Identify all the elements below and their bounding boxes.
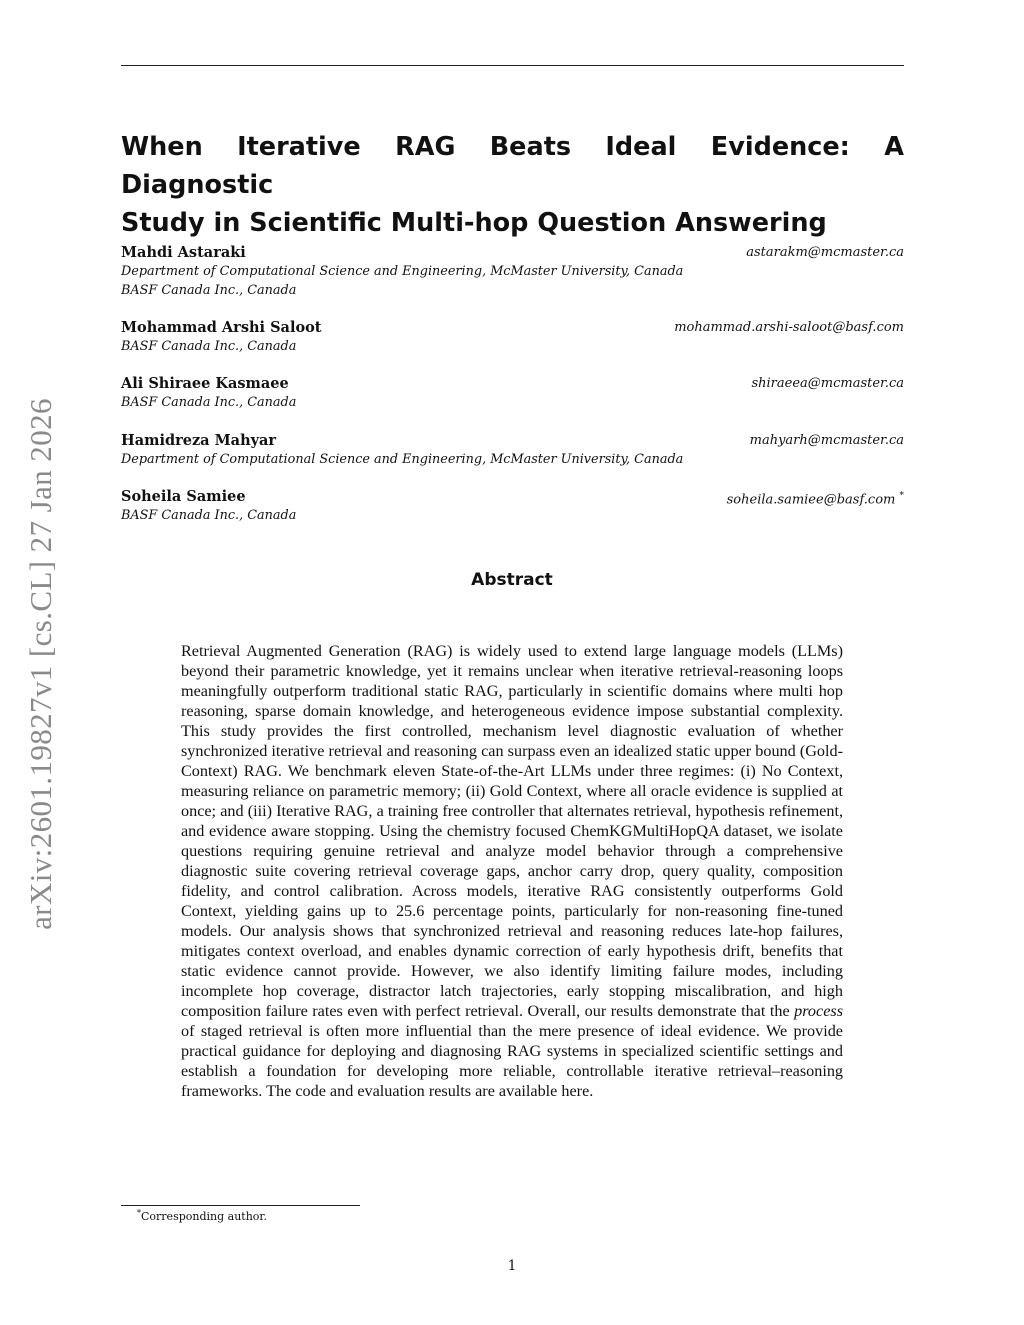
author-name: Mohammad Arshi Saloot xyxy=(121,319,322,336)
abstract-body xyxy=(181,641,843,1101)
author-name: Soheila Samiee xyxy=(121,488,246,505)
author-block xyxy=(121,431,904,469)
author-email[interactable]: mohammad.arshi-saloot@basf.com xyxy=(674,320,904,335)
page-number: 1 xyxy=(507,1258,517,1274)
footnote-text: Corresponding author. xyxy=(141,1210,267,1223)
author-email[interactable]: astarakm@mcmaster.ca xyxy=(746,245,904,260)
header-rule xyxy=(121,65,904,66)
paper-title-line-2: Study in Scientific Multi-hop Question Answering xyxy=(121,208,827,238)
author-name: Hamidreza Mahyar xyxy=(121,432,277,449)
author-block xyxy=(121,318,904,356)
footnote-rule xyxy=(121,1205,360,1206)
author-email-group xyxy=(727,487,904,509)
author-affiliation: Department of Computational Science and Engineering, McMaster University, Canada xyxy=(121,264,684,279)
paper-title xyxy=(121,128,904,242)
abstract-heading: Abstract xyxy=(471,570,553,590)
author-email[interactable]: soheila.samiee@basf.com xyxy=(726,492,896,508)
footnote xyxy=(137,1209,267,1225)
author-block xyxy=(121,374,904,412)
paper-title-line-1: When Iterative RAG Beats Ideal Evidence: A Diagnostic xyxy=(121,132,904,200)
author-name: Ali Shiraee Kasmaee xyxy=(121,375,289,392)
author-affiliation: BASF Canada Inc., Canada xyxy=(121,283,297,298)
author-affiliation: BASF Canada Inc., Canada xyxy=(121,508,297,523)
corresponding-author-mark: * xyxy=(899,491,904,501)
abstract-text: of staged retrieval is often more influential than the mere presence of ideal evidence. We provide practical guidance for deploying and diagnosing RAG systems in specialized scientific settings and establish a foundation for developing more reliable, controllable iterative retrieval–reasoning frameworks. The code and evaluation results are available here. xyxy=(181,1022,843,1100)
arxiv-stamp-text: arXiv:2601.19827v1 [cs.CL] 27 Jan 2026 xyxy=(23,398,58,930)
author-affiliation: BASF Canada Inc., Canada xyxy=(121,339,297,354)
author-affiliation: BASF Canada Inc., Canada xyxy=(121,395,297,410)
abstract-text: Retrieval Augmented Generation (RAG) is widely used to extend large language models (LLMs) beyond their parametric knowledge, yet it remains unclear when iterative retrieval-reasoning loops meaningfully outperform traditional static RAG, particularly in scientific domains where multi hop reasoning, sparse domain knowledge, and heterogeneous evidence impose substantial complexity. This study provides the first controlled, mechanism level diagnostic evaluation of whether synchronized iterative retrieval and reasoning can surpass even an idealized static upper bound (Gold-Context) RAG. We benchmark eleven State-of-the-Art LLMs under three regimes: (i) No Context, measuring reliance on parametric memory; (ii) Gold Context, where all oracle evidence is supplied at once; and (iii) Iterative RAG, a training free controller that alternates retrieval, hypothesis refinement, and evidence aware stopping. Using the chemistry focused ChemKGMultiHopQA dataset, we isolate questions requiring genuine retrieval and analyze model behavior through a comprehensive diagnostic suite covering retrieval coverage gaps, anchor carry drop, query quality, composition fidelity, and control calibration. Across models, iterative RAG consistently outperforms Gold Context, yielding gains up to 25.6 percentage points, particularly for non-reasoning fine-tuned models. Our analysis shows that synchronized retrieval and reasoning reduces late-hop failures, mitigates context overload, and enables dynamic correction of early hypothesis drift, benefits that static evidence cannot provide. However, we also identify limiting failure modes, including incomplete hop coverage, distractor latch trajectories, early stopping miscalibration, and high composition failure rates even with perfect retrieval. Overall, our results demonstrate that the xyxy=(181,642,843,1020)
author-affiliation: Department of Computational Science and Engineering, McMaster University, Canada xyxy=(121,452,684,467)
author-block xyxy=(121,243,904,300)
abstract-emphasis: process xyxy=(794,1002,843,1020)
author-email[interactable]: shiraeea@mcmaster.ca xyxy=(751,376,904,391)
author-name: Mahdi Astaraki xyxy=(121,244,246,261)
author-block xyxy=(121,487,904,525)
author-email[interactable]: mahyarh@mcmaster.ca xyxy=(749,433,904,448)
footnote-mark: * xyxy=(137,1208,141,1218)
